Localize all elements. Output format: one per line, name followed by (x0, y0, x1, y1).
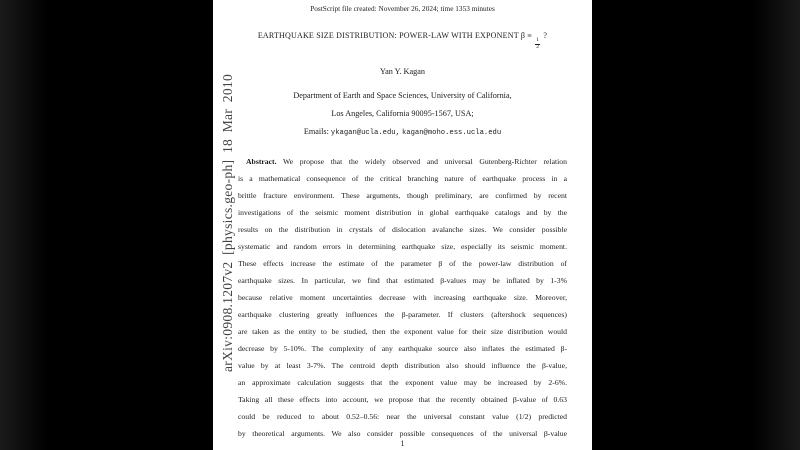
abstract-line: decrease by 5-10%. The complexity of any earthquake source also inflates the estimated β- (238, 343, 567, 353)
abstract-line: brittle fracture environment. These arguments, though preliminary, are confirmed by recent (238, 190, 567, 200)
abstract-line: an approximate calculation suggests that the exponent value may be increased by 2-6%. (238, 377, 567, 387)
abstract-block (238, 153, 567, 442)
emails-line (238, 127, 567, 138)
page-content (213, 0, 592, 442)
paper-title (238, 30, 567, 51)
abstract-line: systematic and random errors in determining earthquake size, especially its seismic moment. (238, 241, 567, 251)
paper-title-suffix: ? (543, 31, 548, 40)
paper-page (213, 0, 592, 450)
emails-label: Emails: (303, 126, 329, 136)
abstract-line: earthquake sizes. In particular, we find that estimated β-values may be inflated by 1-3% (238, 275, 567, 285)
abstract-line: because relative moment uncertainties decrease with increasing earthquake size. Moreover, (238, 292, 567, 302)
page-number: 1 (400, 439, 405, 448)
abstract-line (238, 153, 567, 170)
paper-title-text: EARTHQUAKE SIZE DISTRIBUTION: POWER-LAW WITH EXPONENT β ≡ (257, 31, 533, 40)
abstract-line: investigations of the seismic moment distribution in global earthquake catalogs and by the (238, 207, 567, 217)
fraction-denominator: 2 (536, 43, 540, 50)
abstract-line: are taken as the entity to be studied, then the exponent value for their size distribution would (238, 326, 567, 336)
abstract-line: is a mathematical consequence of the critical branching nature of earthquake process in a (238, 173, 567, 183)
abstract-line: by theoretical arguments. We also consider possible consequences of the universal β-value (238, 428, 567, 438)
abstract-line: earthquake clustering greatly influences the β-parameter. If clusters (aftershock sequences) (238, 309, 567, 319)
affiliation-line-1: Department of Earth and Space Sciences, University of California, (293, 90, 512, 100)
abstract-line: Taking all these effects into account, we propose that the recently obtained β-value of 0.63 (238, 394, 567, 404)
affiliation-line-2: Los Angeles, California 90095-1567, USA; (331, 108, 474, 118)
arxiv-watermark: arXiv:0908.1207v2 [physics.geo-ph] 18 Mar 2010 (220, 73, 235, 372)
fraction-numerator: 1 (536, 37, 540, 43)
email-primary: ykagan@ucla.edu, (330, 128, 400, 137)
abstract-line: could be reduced to about 0.52–0.56: near the universal constant value (1/2) predicted (238, 411, 567, 421)
email-secondary: kagan@moho.ess.ucla.edu (401, 128, 502, 137)
abstract-label: Abstract. (246, 156, 277, 166)
abstract-line: value by at least 3-7%. The centroid depth distribution also should influence the β-value, (238, 360, 567, 370)
author-name: Yan Y. Kagan (380, 66, 425, 76)
abstract-line: results on the distribution in crystals of dislocation avalanche sizes. We consider possible (238, 224, 567, 234)
abstract-line: These effects increase the estimate of the parameter β of the power-law distribution of (238, 258, 567, 268)
postscript-header-line: PostScript file created: November 26, 2024; time 1353 minutes (310, 4, 495, 13)
title-fraction (535, 38, 540, 51)
abstract-line-text: We propose that the widely observed and universal Gutenberg-Richter relation (283, 156, 567, 166)
